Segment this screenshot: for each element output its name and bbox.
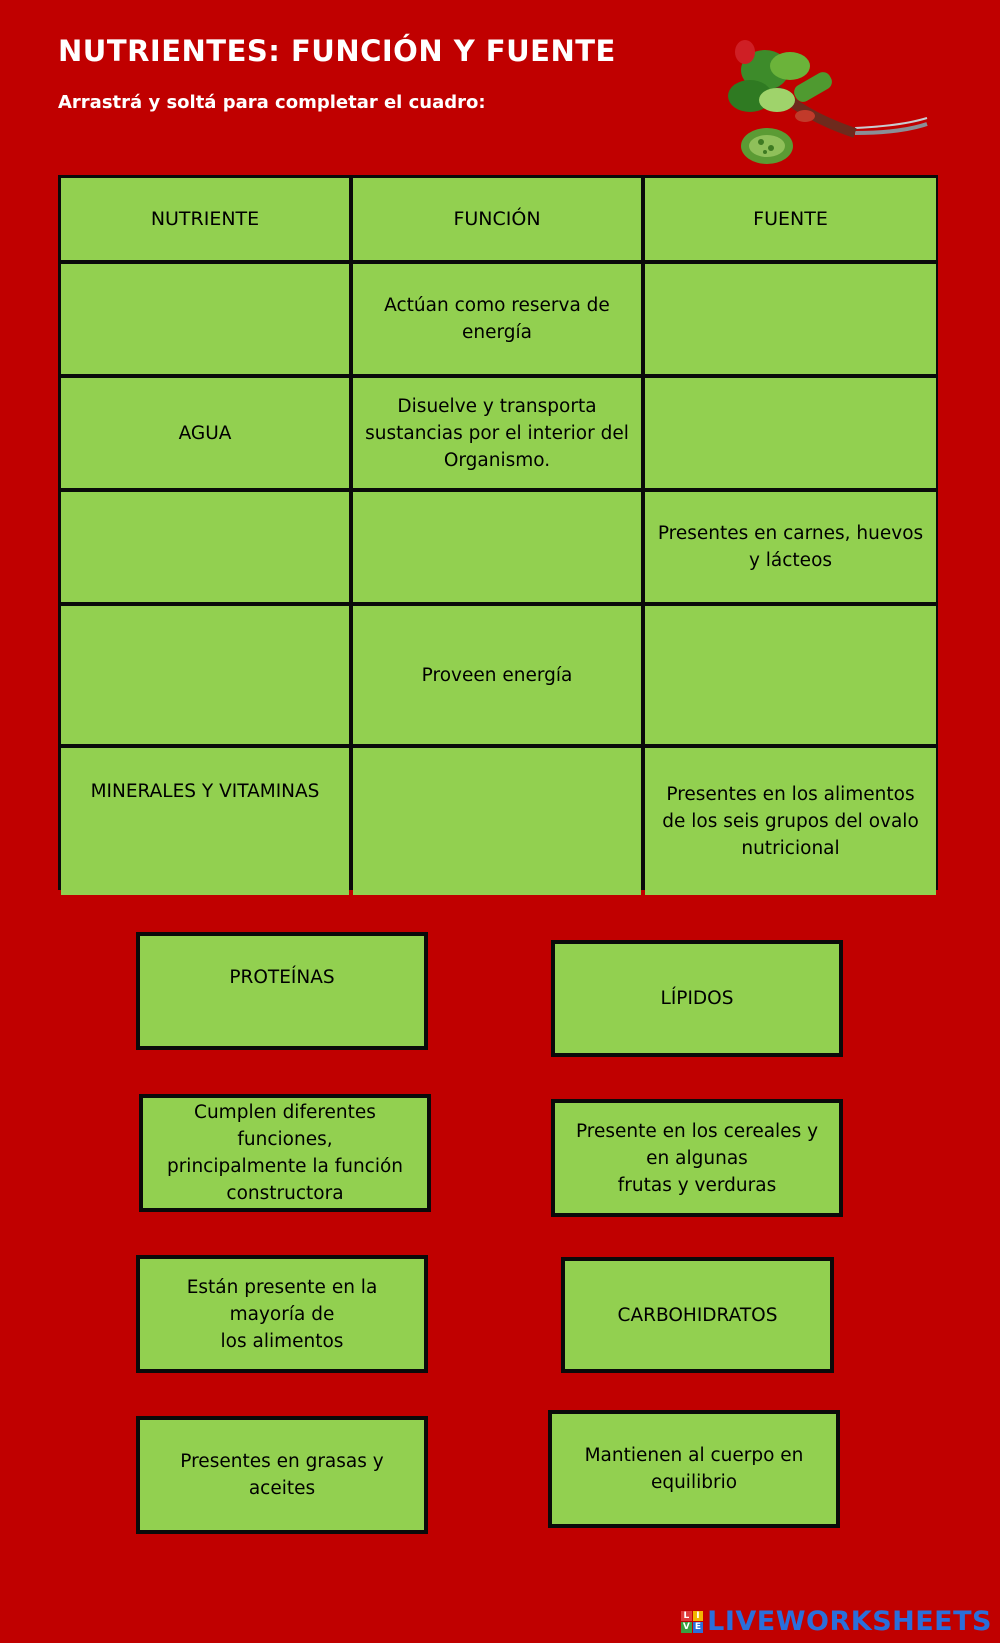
liveworksheets-logo-icon [681, 1611, 703, 1633]
drag-card-equilibrio[interactable] [548, 1410, 840, 1528]
cell-nutriente-2: AGUA [61, 378, 349, 488]
instructions: Arrastrá y soltá para completar el cuadro: [58, 92, 486, 113]
logo-letter: E [693, 1622, 704, 1633]
cell-funcion-1: Actúan como reserva de energía [353, 264, 641, 374]
drop-zone-nutriente-4[interactable] [61, 606, 349, 744]
header-funcion: FUNCIÓN [353, 178, 641, 260]
card-label: LÍPIDOS [660, 988, 734, 1009]
drop-zone-funcion-3[interactable] [353, 492, 641, 602]
logo-letter: V [682, 1622, 690, 1632]
drop-zone-fuente-2[interactable] [645, 378, 936, 488]
card-label: Presentes en grasas y aceites [180, 1451, 384, 1499]
card-label: Presente en los cereales y en algunas frutas y verduras [575, 1120, 819, 1196]
drag-card-grasas-aceites[interactable] [136, 1416, 428, 1534]
drag-card-carbohidratos[interactable] [561, 1257, 834, 1373]
card-label: CARBOHIDRATOS [617, 1304, 778, 1326]
drag-card-lipidos[interactable] [551, 940, 843, 1057]
liveworksheets-brand[interactable] [681, 1606, 992, 1637]
card-label: Cumplen diferentes funciones, principalmente la función constructora [166, 1102, 404, 1204]
page-title: NUTRIENTES: FUNCIÓN Y FUENTE [58, 34, 616, 68]
logo-letter: L [681, 1611, 692, 1622]
drop-zone-nutriente-1[interactable] [61, 264, 349, 374]
cell-fuente-3: Presentes en carnes, huevos y lácteos [645, 492, 936, 602]
drop-zone-nutriente-3[interactable] [61, 492, 349, 602]
card-label: Están presente en la mayoría de los alimentos [186, 1276, 378, 1352]
drag-card-mayoria-alimentos[interactable] [136, 1255, 428, 1373]
vegetable-salad-icon [705, 38, 935, 173]
drop-zone-fuente-4[interactable] [645, 606, 936, 744]
drag-card-proteinas[interactable] [136, 932, 428, 1050]
drag-card-funcion-constructora[interactable] [139, 1094, 431, 1212]
nutrients-table [58, 175, 938, 890]
card-label: PROTEÍNAS [229, 967, 335, 988]
cell-funcion-4: Proveen energía [353, 606, 641, 744]
card-label: Mantienen al cuerpo en equilibrio [584, 1445, 804, 1493]
drop-zone-funcion-5[interactable] [353, 748, 641, 895]
liveworksheets-wordmark: LIVEWORKSHEETS [707, 1606, 992, 1637]
logo-letter: I [693, 1611, 704, 1622]
cell-nutriente-5: MINERALES Y VITAMINAS [61, 748, 349, 895]
header-fuente: FUENTE [645, 178, 936, 260]
cell-fuente-5: Presentes en los alimentos de los seis grupos del ovalo nutricional [645, 748, 936, 895]
cell-funcion-2: Disuelve y transporta sustancias por el interior del Organismo. [353, 378, 641, 488]
drop-zone-fuente-1[interactable] [645, 264, 936, 374]
header-nutriente: NUTRIENTE [61, 178, 349, 260]
drag-card-cereales-frutas[interactable] [551, 1099, 843, 1217]
